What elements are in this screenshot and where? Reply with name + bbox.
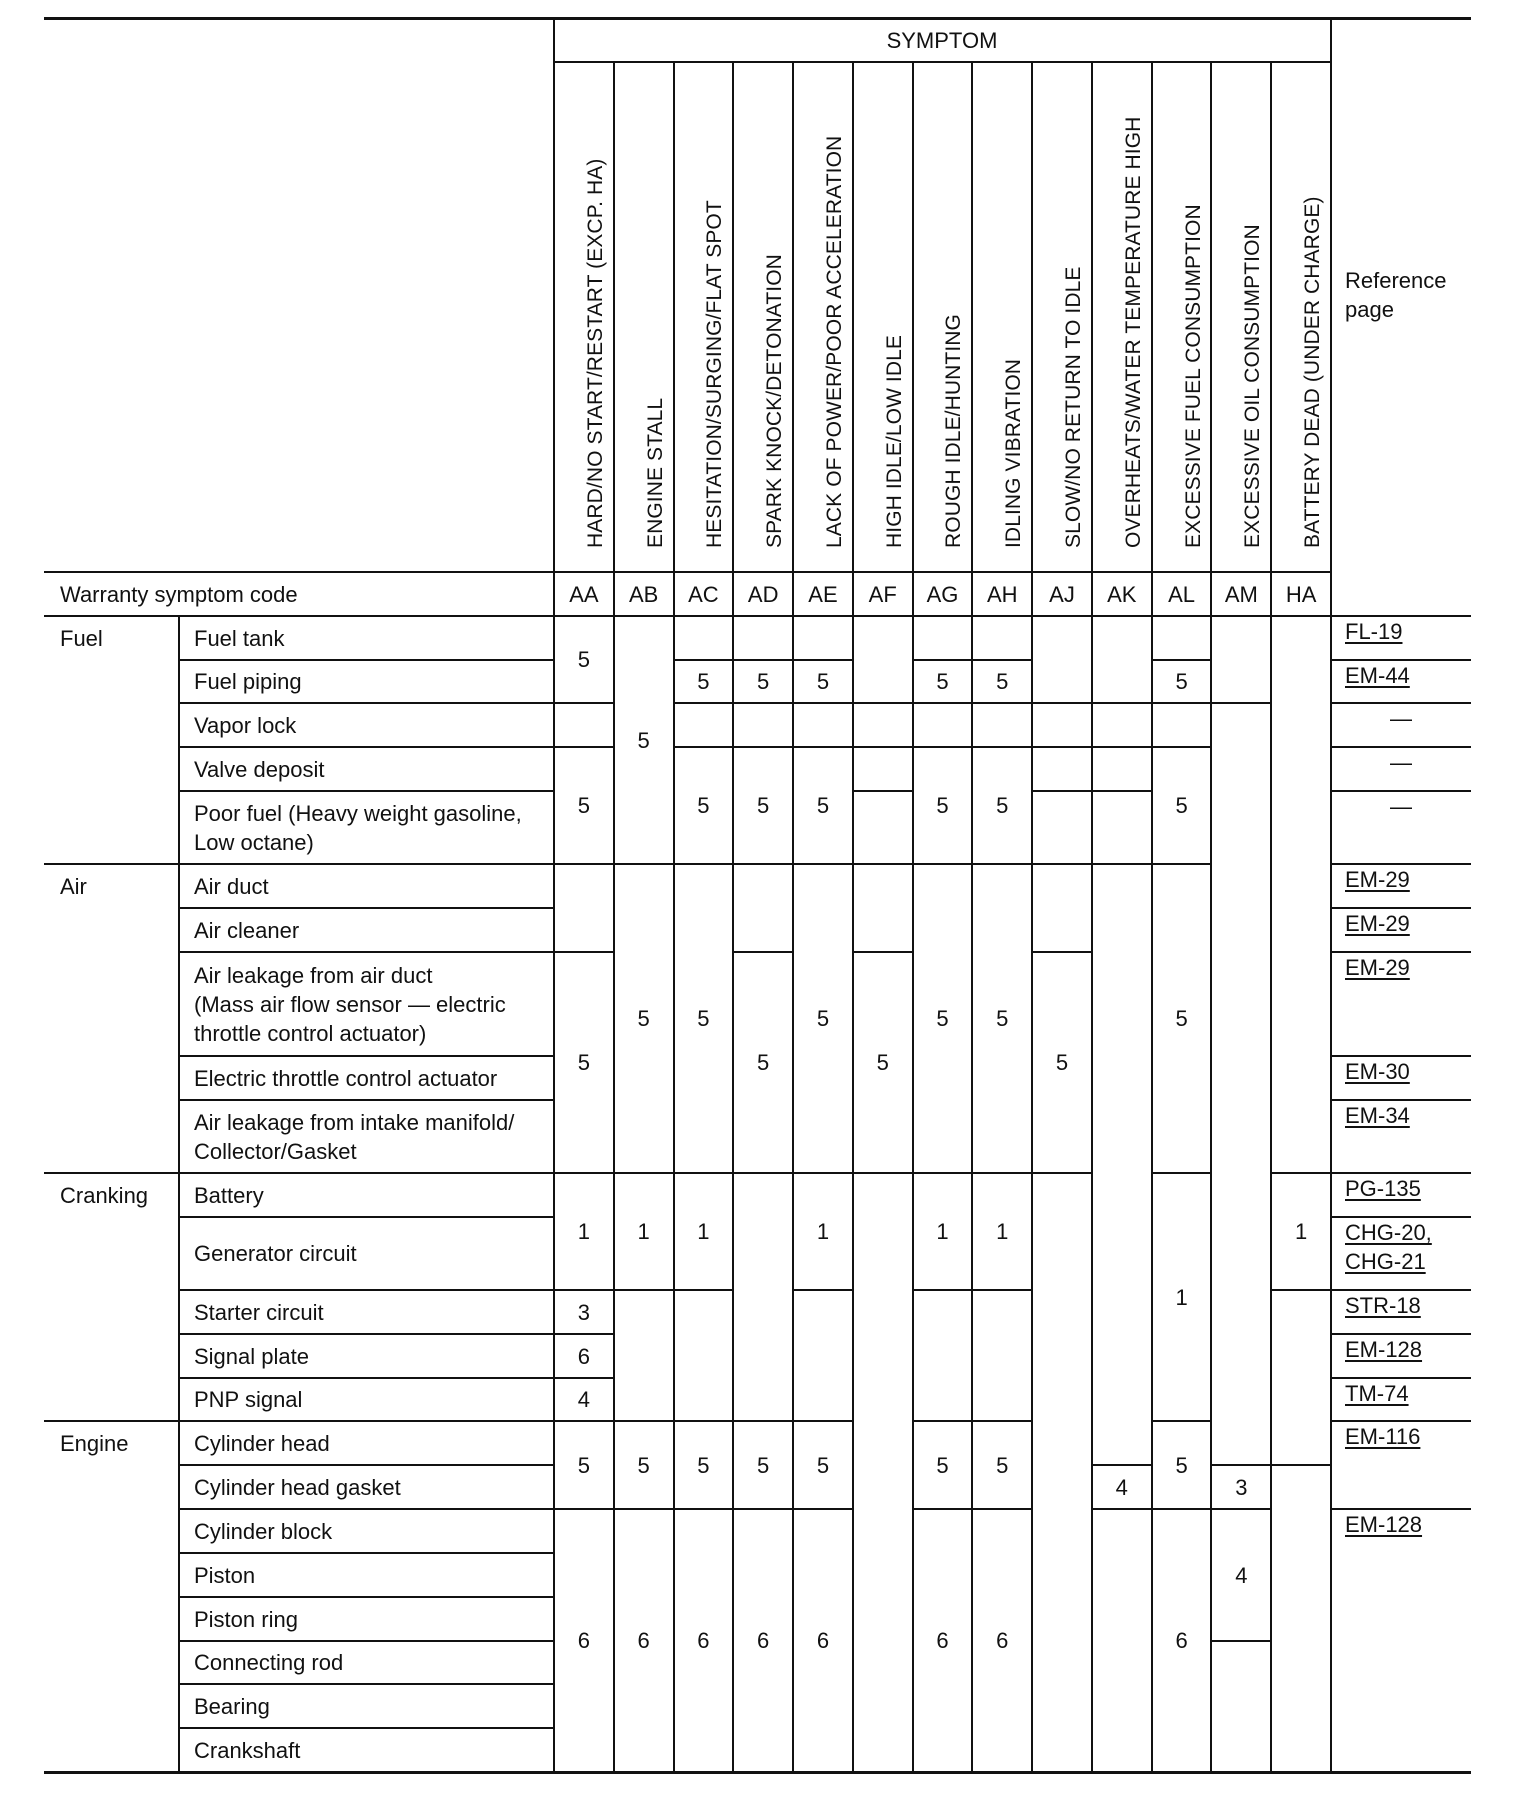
symptom-value-cell: 1 <box>913 1173 973 1290</box>
item-row-rule <box>179 746 554 748</box>
symptom-value-cell: 5 <box>614 616 674 864</box>
symptom-value-cell: 1 <box>1271 1173 1331 1290</box>
symptom-column-header <box>1152 62 1212 572</box>
item-label: Fuel piping <box>194 669 302 694</box>
symptom-value-cell: 5 <box>674 864 734 1173</box>
symptom-name: ROUGH IDLE/HUNTING <box>942 314 966 548</box>
reference-page-label: Reference page <box>1345 268 1447 322</box>
symptom-value-cell <box>1271 1465 1331 1772</box>
symptom-value-cell: 5 <box>1152 747 1212 864</box>
symptom-value-cell <box>1211 616 1271 703</box>
symptom-value-cell <box>853 703 913 747</box>
symptom-value-cell <box>853 616 913 703</box>
reference-dash: — <box>1390 706 1412 731</box>
symptom-column-header <box>1271 62 1331 572</box>
item-row-rule <box>179 790 554 792</box>
symptom-column-header <box>554 62 614 572</box>
reference-cell <box>1331 1100 1471 1173</box>
symptom-name: EXCESSIVE OIL CONSUMPTION <box>1241 224 1265 548</box>
group-item-divider <box>178 616 180 1772</box>
reference-link[interactable]: EM-30 <box>1345 1059 1410 1084</box>
reference-cell <box>1331 864 1471 908</box>
symptom-value-cell: 5 <box>733 660 793 703</box>
group-label: Engine <box>60 1431 129 1456</box>
symptom-value-cell: 5 <box>733 952 793 1173</box>
symptom-column-divider <box>1031 62 1033 1772</box>
warranty-symptom-code-label: Warranty symptom code <box>60 581 298 607</box>
symptom-column-header <box>674 62 734 572</box>
symptoms-reference-divider <box>1330 18 1332 1772</box>
reference-cell <box>1331 1290 1471 1334</box>
symptom-value-cell <box>1032 616 1092 703</box>
symptom-value-cell: 5 <box>972 864 1032 1173</box>
symptom-value-cell: 5 <box>793 1421 853 1509</box>
symptom-value-cell: 6 <box>1152 1509 1212 1772</box>
symptom-value-cell: 5 <box>1152 660 1212 703</box>
symptom-value-cell <box>1032 864 1092 952</box>
symptom-name: OVERHEATS/WATER TEMPERATURE HIGH <box>1121 116 1145 548</box>
reference-dash: — <box>1390 750 1412 775</box>
item-row-rule <box>179 1333 554 1335</box>
symptom-value-cell <box>1092 1509 1152 1772</box>
symptom-value-cell <box>554 703 614 747</box>
symptom-code: AL <box>1168 581 1196 607</box>
item-label: Valve deposit <box>194 756 325 782</box>
symptom-value-cell <box>674 703 734 747</box>
symptom-value-cell: 6 <box>733 1509 793 1772</box>
symptom-column-header <box>1092 62 1152 572</box>
symptom-value-cell: 1 <box>554 1173 614 1290</box>
symptom-value-cell: 5 <box>972 1421 1032 1509</box>
symptom-name: SLOW/NO RETURN TO IDLE <box>1062 266 1086 548</box>
item-row-rule <box>179 1464 554 1466</box>
symptom-value-cell <box>1092 864 1152 1465</box>
symptom-value-cell: 5 <box>793 864 853 1173</box>
symptom-value-cell: 6 <box>554 1334 614 1378</box>
symptom-value-cell: 5 <box>733 1421 793 1509</box>
symptom-value-cell <box>1211 1641 1271 1772</box>
symptom-value-cell <box>733 703 793 747</box>
symptom-value-cell: 5 <box>674 747 734 864</box>
item-row-rule <box>179 951 554 953</box>
symptom-header-rule <box>554 61 1331 63</box>
symptom-value-cell <box>853 791 913 864</box>
item-row-rule <box>179 907 554 909</box>
reference-page-header <box>1331 18 1471 572</box>
symptom-value-cell: 5 <box>554 952 614 1173</box>
item-label: Electric throttle control actuator <box>194 1065 498 1091</box>
symptom-value-cell: 6 <box>674 1509 734 1772</box>
item-label: Air leakage from intake manifold/ Collector/Gasket <box>194 1109 515 1164</box>
symptom-value-cell: 5 <box>614 864 674 1173</box>
symptom-value-cell <box>1092 616 1152 703</box>
item-label: Bearing <box>194 1693 270 1719</box>
symptom-value-cell <box>1092 703 1152 747</box>
symptom-value-cell <box>913 703 973 747</box>
symptom-value-cell <box>733 616 793 660</box>
symptom-code: AC <box>688 581 719 607</box>
symptom-value-cell: 5 <box>913 747 973 864</box>
symptom-column-divider <box>1270 62 1272 1772</box>
symptom-value-cell: 5 <box>1152 1421 1212 1509</box>
table-top-border <box>44 17 1471 20</box>
reference-cell <box>1331 1173 1471 1217</box>
item-label: Cylinder head gasket <box>194 1474 401 1500</box>
reference-cell <box>1331 1509 1471 1772</box>
item-row-rule <box>179 1420 554 1422</box>
item-label: Cylinder block <box>194 1518 333 1544</box>
symptom-value-cell: 5 <box>1152 864 1212 1173</box>
reference-link[interactable]: CHG-20, <box>1345 1220 1432 1245</box>
reference-cell <box>1331 791 1471 864</box>
item-row-rule <box>179 1055 554 1057</box>
symptom-value-cell: 6 <box>913 1509 973 1772</box>
reference-link[interactable]: EM-128 <box>1345 1512 1423 1537</box>
symptom-value-cell <box>614 1290 674 1421</box>
symptom-value-cell: 1 <box>614 1173 674 1290</box>
symptom-code: AF <box>868 581 897 607</box>
symptom-value-cell <box>793 616 853 660</box>
symptom-value-cell <box>913 1290 973 1421</box>
symptom-value-cell <box>853 1173 913 1772</box>
symptom-column-divider <box>971 62 973 1772</box>
symptom-value-cell: 5 <box>972 747 1032 864</box>
symptom-value-cell <box>1032 747 1092 791</box>
symptom-value-cell: 5 <box>674 1421 734 1509</box>
item-row-rule <box>179 1216 554 1218</box>
symptom-column-header <box>913 62 973 572</box>
item-label: Cylinder head <box>194 1430 330 1456</box>
reference-cell <box>1331 1217 1471 1290</box>
symptom-column-divider <box>732 62 734 1772</box>
symptom-column-header <box>853 62 913 572</box>
reference-cell <box>1331 1056 1471 1100</box>
symptom-value-cell <box>674 616 734 660</box>
symptom-column-divider <box>912 62 914 1772</box>
symptom-value-cell: 6 <box>972 1509 1032 1772</box>
symptom-value-cell <box>972 703 1032 747</box>
symptom-value-cell: 1 <box>1152 1173 1212 1421</box>
item-label: Piston ring <box>194 1606 298 1632</box>
reference-cell <box>1331 952 1471 1056</box>
symptom-value-cell <box>853 747 913 791</box>
item-row-rule <box>179 659 554 661</box>
symptom-value-cell <box>1032 791 1092 864</box>
symptom-value-cell <box>853 864 913 952</box>
symptom-code: AA <box>569 581 599 607</box>
symptom-value-cell: 1 <box>674 1173 734 1290</box>
item-label: Generator circuit <box>194 1241 357 1266</box>
symptom-value-cell: 5 <box>853 952 913 1173</box>
reference-dash: — <box>1390 794 1412 819</box>
reference-cell <box>1331 747 1471 791</box>
item-row-rule <box>179 863 554 865</box>
reference-link[interactable]: FL-19 <box>1345 619 1403 644</box>
symptom-value-cell <box>1152 703 1212 747</box>
symptom-value-cell: 5 <box>1032 952 1092 1173</box>
symptom-name: SPARK KNOCK/DETONATION <box>763 254 787 548</box>
symptom-value-cell: 6 <box>554 1509 614 1772</box>
item-label: Crankshaft <box>194 1737 301 1763</box>
symptom-value-cell <box>972 1290 1032 1421</box>
reference-cell <box>1331 1421 1471 1509</box>
group-label: Fuel <box>60 626 103 651</box>
item-label: Poor fuel (Heavy weight gasoline, Low octane) <box>194 800 522 855</box>
symptom-value-cell: 5 <box>972 660 1032 703</box>
group-label: Cranking <box>60 1183 149 1208</box>
table-bottom-border <box>44 1771 1471 1774</box>
item-row-rule <box>179 1508 554 1510</box>
symptom-column-divider <box>852 62 854 1772</box>
symptom-value-cell <box>1092 747 1152 791</box>
reference-cell <box>1331 908 1471 952</box>
symptom-code: AK <box>1107 581 1137 607</box>
item-label: PNP signal <box>194 1387 303 1412</box>
symptom-column-divider <box>673 62 675 1772</box>
symptom-value-cell: 5 <box>554 1421 614 1509</box>
symptom-name: HARD/NO START/RESTART (EXCP. HA) <box>583 158 607 548</box>
reference-link[interactable]: TM-74 <box>1345 1381 1409 1406</box>
symptom-code: AB <box>628 581 659 607</box>
group-rule <box>44 863 179 865</box>
group-rule <box>44 1172 179 1174</box>
item-row-rule <box>179 1099 554 1101</box>
symptom-code: AM <box>1224 581 1258 607</box>
symptom-value-cell <box>1032 1173 1092 1772</box>
item-label: Starter circuit <box>194 1299 324 1325</box>
symptom-value-cell: 3 <box>1211 1465 1271 1509</box>
reference-link[interactable]: STR-18 <box>1345 1293 1421 1318</box>
symptom-code: AG <box>926 581 959 607</box>
item-label: Connecting rod <box>194 1650 344 1675</box>
item-row-rule <box>179 1640 554 1642</box>
symptom-value-cell: 5 <box>733 747 793 864</box>
reference-cell <box>1331 1334 1471 1378</box>
item-label: Air duct <box>194 873 269 899</box>
symptom-value-cell: 5 <box>913 1421 973 1509</box>
symptom-value-cell: 5 <box>913 660 973 703</box>
symptom-column-header <box>793 62 853 572</box>
item-label: Air cleaner <box>194 917 300 943</box>
symptom-value-cell: 1 <box>972 1173 1032 1290</box>
symptom-column-header <box>1032 62 1092 572</box>
reference-link[interactable]: EM-34 <box>1345 1103 1410 1128</box>
group-rule <box>44 1420 179 1422</box>
symptom-code: AJ <box>1049 581 1075 607</box>
reference-link[interactable]: EM-29 <box>1345 911 1410 936</box>
symptom-value-cell <box>1211 703 1271 1465</box>
item-label: Vapor lock <box>194 712 297 738</box>
symptom-value-cell <box>733 1173 793 1421</box>
item-row-rule <box>179 1596 554 1598</box>
reference-link[interactable]: EM-29 <box>1345 867 1410 892</box>
symptom-value-cell: 3 <box>554 1290 614 1334</box>
item-row-rule <box>179 1727 554 1729</box>
symptom-code: AH <box>986 581 1018 607</box>
group-label: Air <box>60 874 87 899</box>
item-label: Fuel tank <box>194 625 285 651</box>
symptom-name: IDLING VIBRATION <box>1002 358 1026 548</box>
reference-link[interactable]: EM-29 <box>1345 955 1410 980</box>
item-label: Signal plate <box>194 1343 309 1369</box>
symptom-value-cell: 5 <box>554 747 614 864</box>
symptom-value-cell <box>733 864 793 952</box>
symptom-value-cell: 1 <box>793 1173 853 1290</box>
item-row-rule <box>179 1683 554 1685</box>
symptom-name: EXCESSIVE FUEL CONSUMPTION <box>1181 204 1205 548</box>
symptom-column-divider <box>1091 62 1093 1772</box>
reference-link[interactable]: CHG-21 <box>1345 1249 1426 1274</box>
code-row-top-border <box>44 571 1331 573</box>
symptom-column-divider <box>1151 62 1153 1772</box>
reference-cell <box>1331 660 1471 703</box>
item-row-rule <box>179 1172 554 1174</box>
symptom-value-cell: 4 <box>1092 1465 1152 1509</box>
symptom-column-header <box>1211 62 1271 572</box>
symptom-value-cell: 6 <box>793 1509 853 1772</box>
symptom-value-cell <box>1092 791 1152 864</box>
symptom-value-cell: 5 <box>614 1421 674 1509</box>
symptom-value-cell <box>793 703 853 747</box>
item-row-rule <box>179 702 554 704</box>
symptom-value-cell <box>554 864 614 952</box>
symptom-code: AD <box>747 581 779 607</box>
symptom-value-cell: 5 <box>793 747 853 864</box>
reference-link[interactable]: PG-135 <box>1345 1176 1421 1201</box>
symptom-value-cell: 4 <box>554 1378 614 1421</box>
symptom-value-cell <box>1271 1290 1331 1465</box>
item-row-rule <box>179 1289 554 1291</box>
symptom-column-divider <box>613 62 615 1772</box>
symptom-value-cell: 5 <box>913 864 973 1173</box>
symptom-value-cell: 5 <box>674 660 734 703</box>
symptom-value-cell: 6 <box>614 1509 674 1772</box>
reference-cell <box>1331 1378 1471 1421</box>
symptom-value-cell <box>1152 616 1212 660</box>
symptom-name: HESITATION/SURGING/FLAT SPOT <box>703 200 727 548</box>
symptom-value-cell <box>1032 703 1092 747</box>
symptom-column-header <box>733 62 793 572</box>
symptom-value-cell: 5 <box>554 616 614 703</box>
item-label: Piston <box>194 1562 256 1588</box>
reference-link[interactable]: EM-44 <box>1345 663 1410 688</box>
reference-cell <box>1331 616 1471 660</box>
reference-link[interactable]: EM-128 <box>1345 1337 1423 1362</box>
items-symptoms-divider <box>553 18 555 1772</box>
code-row-bottom-border <box>44 615 1471 617</box>
symptom-name: BATTERY DEAD (UNDER CHARGE) <box>1301 196 1325 548</box>
symptom-column-divider <box>1210 62 1212 1772</box>
symptom-name: HIGH IDLE/LOW IDLE <box>882 334 906 548</box>
item-label: Air leakage from air duct (Mass air flow sensor — electric throttle control actuator) <box>194 962 506 1046</box>
symptom-value-cell <box>793 1290 853 1421</box>
symptom-column-header <box>614 62 674 572</box>
symptom-value-cell <box>674 1290 734 1421</box>
symptom-name: ENGINE STALL <box>643 397 667 548</box>
symptom-column-header <box>972 62 1032 572</box>
symptom-code: AE <box>808 581 838 607</box>
symptom-header: SYMPTOM <box>886 27 998 53</box>
reference-cell <box>1331 703 1471 747</box>
reference-link[interactable]: EM-116 <box>1345 1424 1421 1449</box>
symptom-column-divider <box>792 62 794 1772</box>
item-row-rule <box>179 1377 554 1379</box>
symptom-name: LACK OF POWER/POOR ACCELERATION <box>822 135 846 548</box>
symptom-code: HA <box>1285 581 1317 607</box>
item-label: Battery <box>194 1182 264 1208</box>
symptom-value-cell: 4 <box>1211 1509 1271 1641</box>
symptom-value-cell: 5 <box>793 660 853 703</box>
symptom-value-cell <box>1271 616 1331 1173</box>
symptom-value-cell <box>972 616 1032 660</box>
symptom-value-cell <box>913 616 973 660</box>
item-row-rule <box>179 1552 554 1554</box>
